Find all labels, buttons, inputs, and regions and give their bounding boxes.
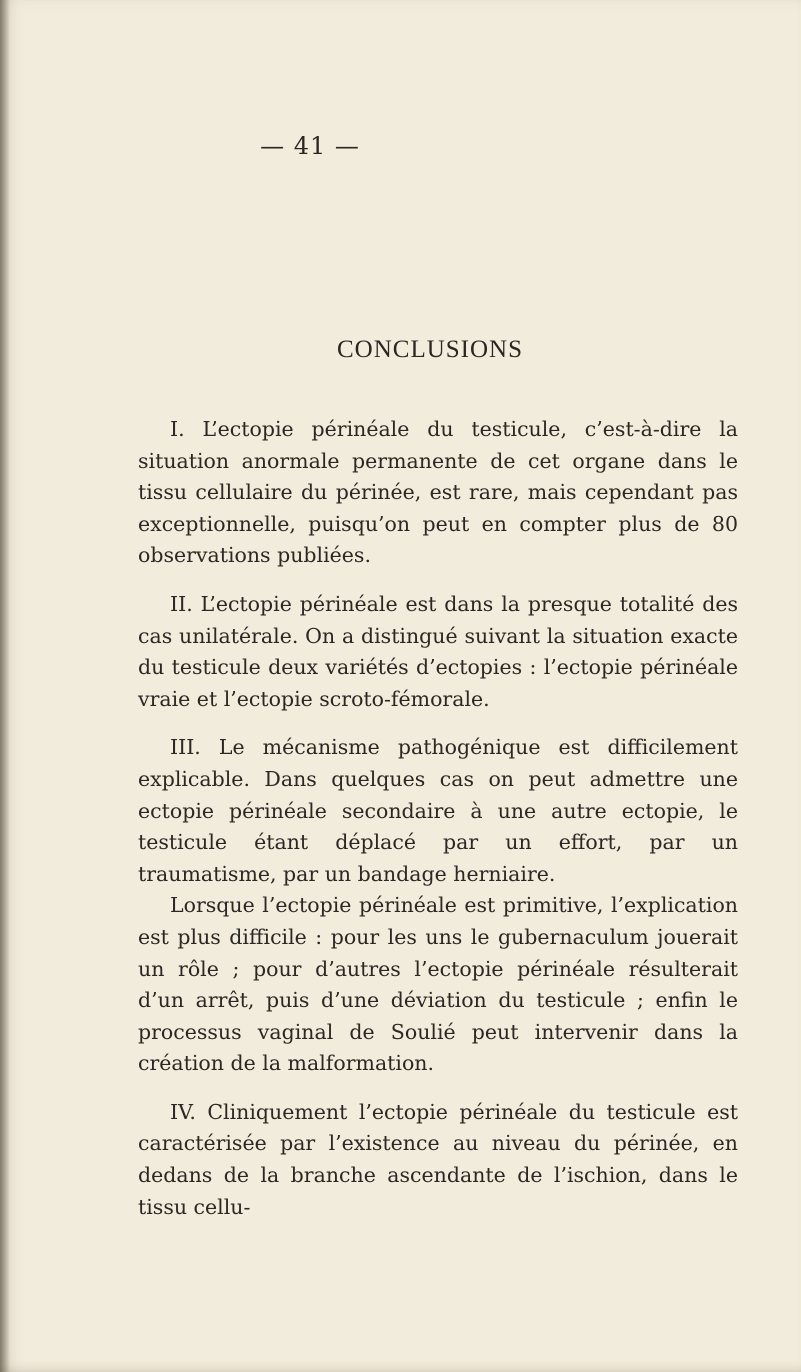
paragraph-4: Lorsque l’ectopie périnéale est primitive, l’explication est plus difficile : pour les uns le gubernaculum jouerait un rôle ; pour d’autres l’ectopie périnéale résulterait d’un arrêt, puis d’une déviation du testicule ; enfin le processus vaginal de Soulié peut intervenir dans la création de la malformation. — [138, 893, 738, 1076]
page-number: — 41 — — [260, 132, 360, 160]
body-text — [138, 414, 738, 1223]
paragraph-5: IV. Cliniquement l’ectopie périnéale du testicule est caractérisée par l’existence au niveau du périnée, en dedans de la branche ascendante de l’ischion, dans le tissu cellu- — [138, 1099, 738, 1219]
paragraph-3: III. Le mécanisme pathogénique est difficilement explicable. Dans quelques cas on peut admettre une ectopie périnéale secondaire à une autre ectopie, le testicule étant déplacé par un effort, par un traumatisme, par un bandage herniaire. — [138, 735, 738, 886]
section-heading: CONCLUSIONS — [336, 336, 524, 363]
page-edge-shadow — [0, 0, 10, 1372]
paragraph-2: II. L’ectopie périnéale est dans la presque totalité des cas unilatérale. On a distingué suivant la situation exacte du testicule deux variétés d’ectopies : l’ectopie périnéale vraie et l’ectopie scroto-fémorale. — [138, 591, 738, 711]
paragraph-1: I. L’ectopie périnéale du testicule, c’est-à-dire la situation anormale permanente de cet organe dans le tissu cellulaire du périnée, est rare, mais cependant pas exceptionnelle, puisqu’on peut en compter plus de 80 observations publiées. — [138, 417, 738, 568]
